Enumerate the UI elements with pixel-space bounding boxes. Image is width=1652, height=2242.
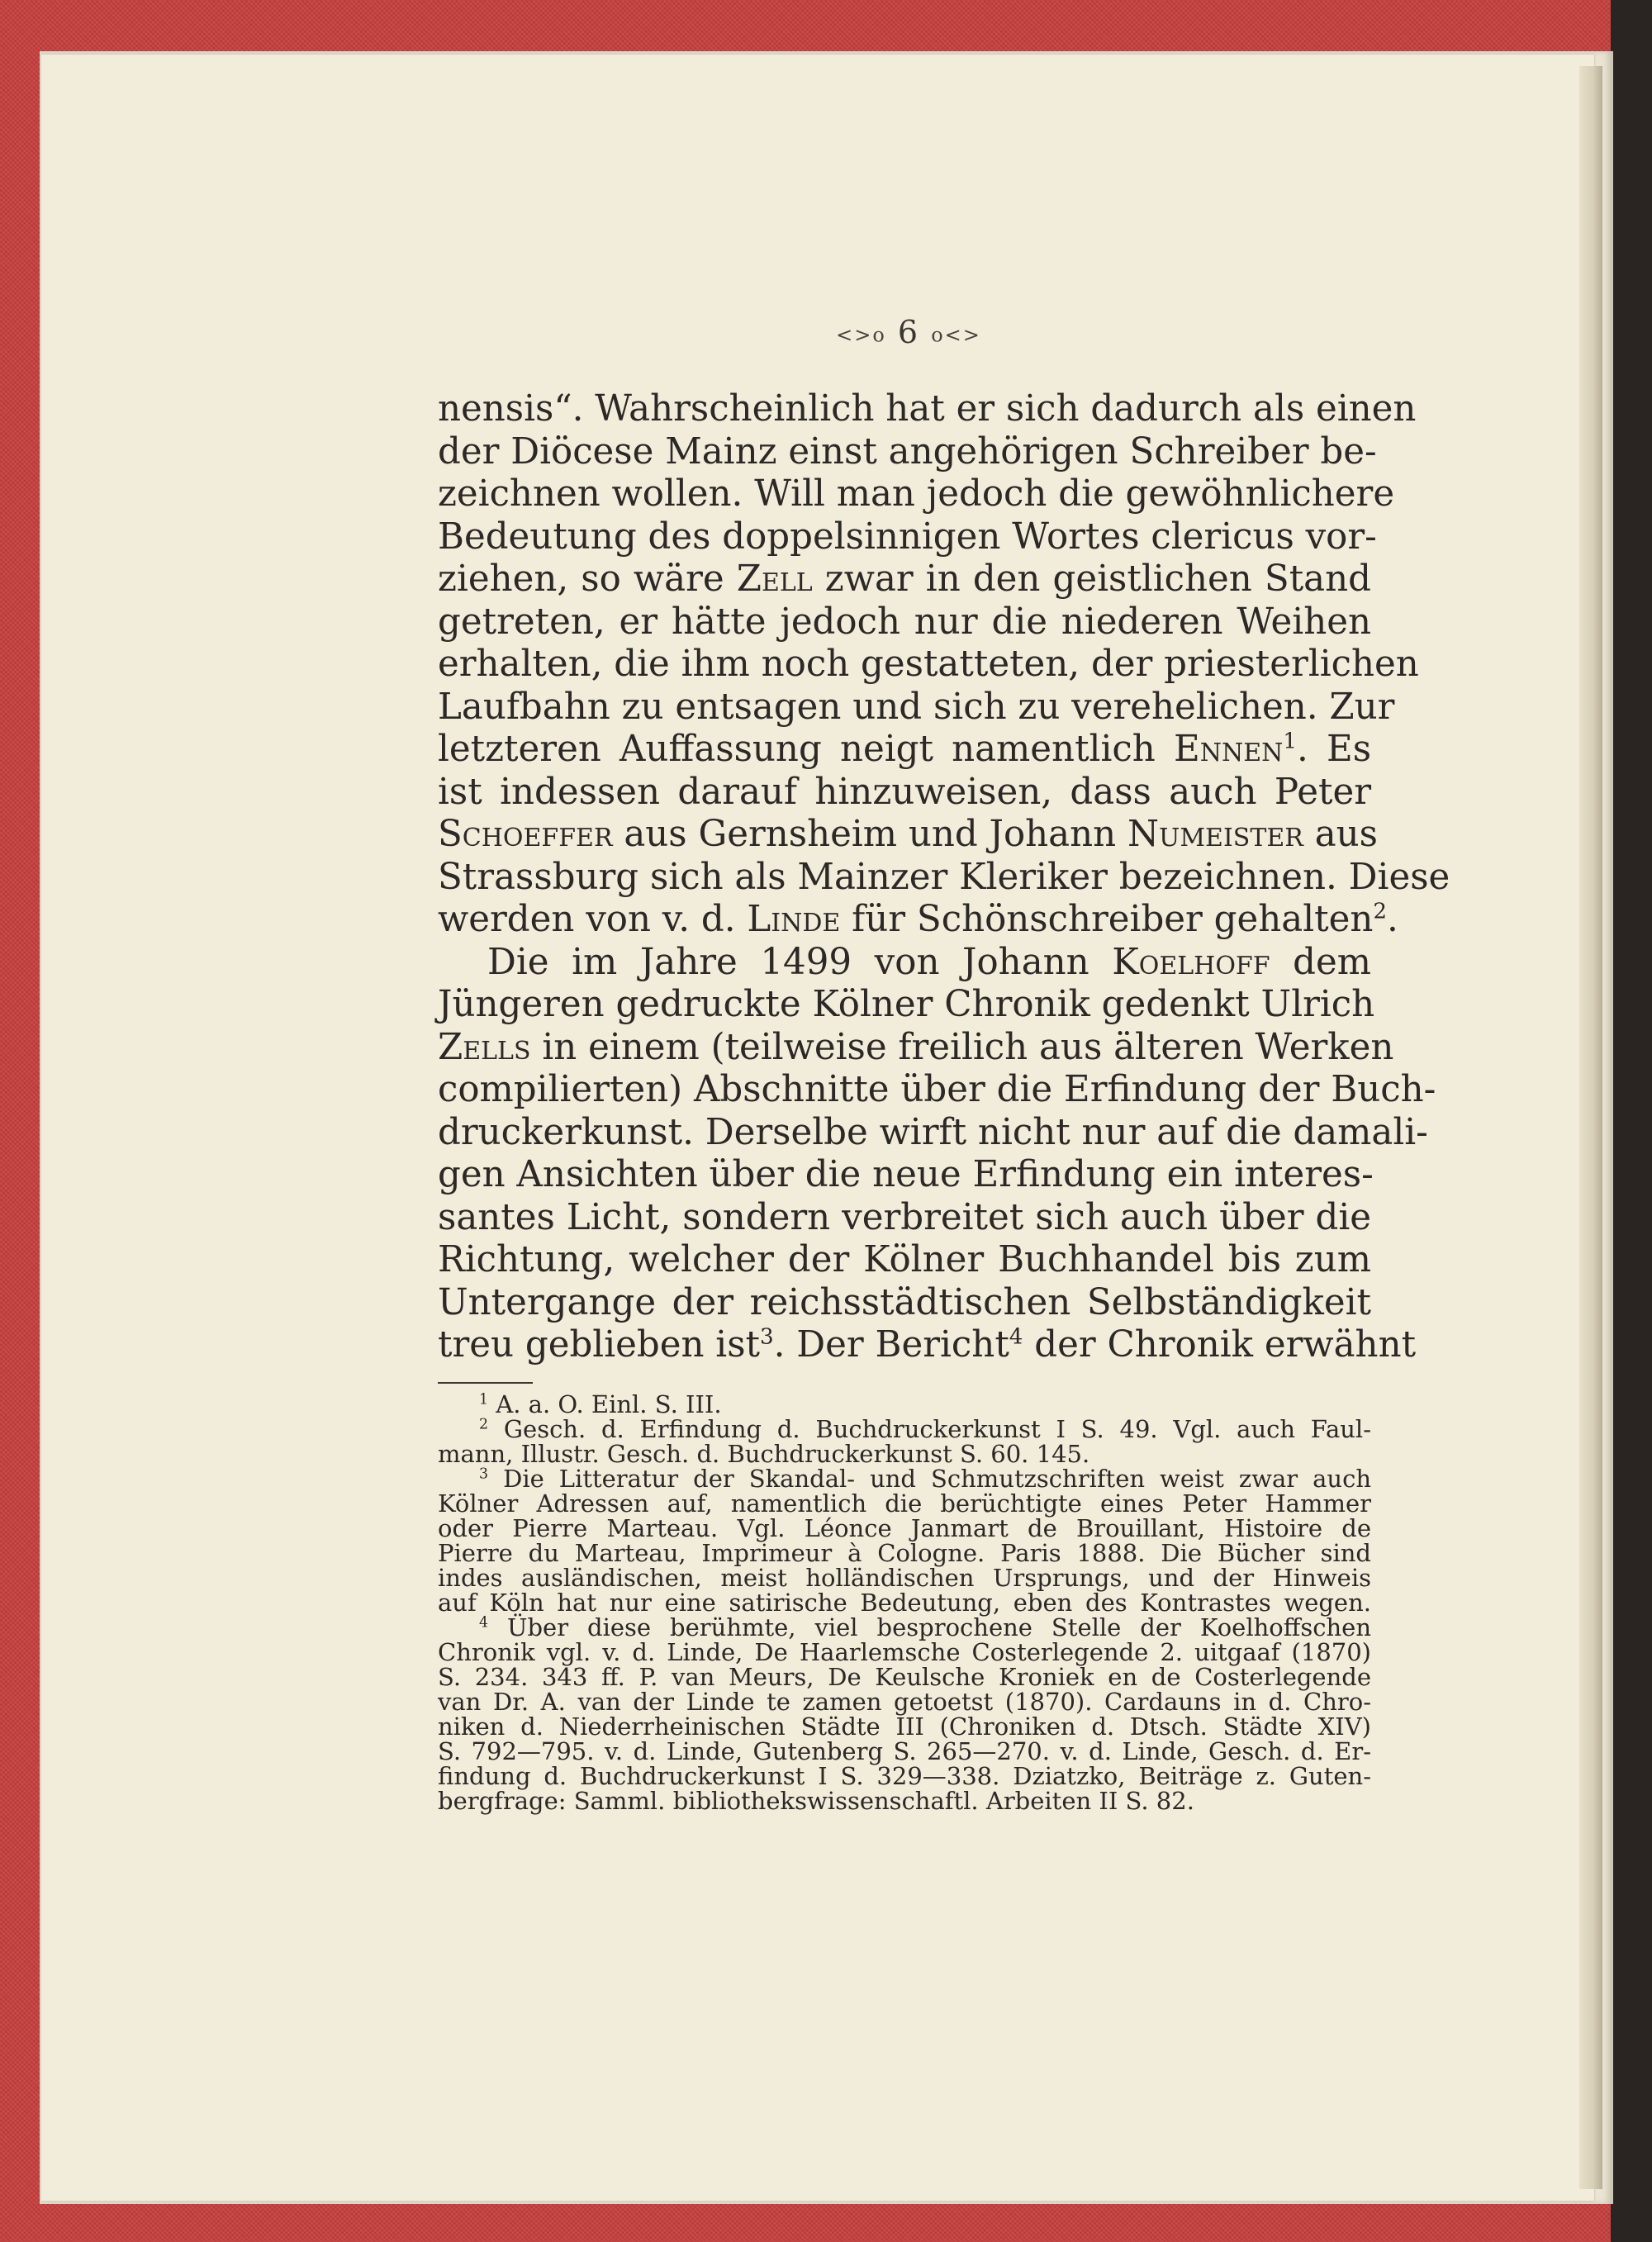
ornament-left-icon: <>o [836,323,886,347]
name-koelhoff: Koelhoff [1112,941,1270,983]
footnote-ref: 3 [760,1324,774,1350]
page-number: 6 [897,314,920,350]
footnotes [438,1389,1372,1815]
body-line: Zells in einem (teilweise freilich aus älteren Werken [438,1026,1394,1068]
footnote-4-cont: niken d. Niederrheinischen Städte III (Chroniken d. Dtsch. Städte XIV) [438,1712,1371,1741]
body-line: Untergange der reichsstädtischen Selbständigkeit [438,1281,1371,1323]
footnote-3: $^3$ Die Litteratur der Skandal- und Schmutzschriften weist zwar auch [479,1464,1372,1493]
body-line: getreten, er hätte jedoch nur die niederen Weihen [438,601,1371,643]
body-line: Bedeutung des doppelsinnigen Wortes clericus vor- [438,515,1377,558]
body-line: compilierten) Abschnitte über die Erfindung der Buch- [438,1069,1436,1110]
body-line: Die im Jahre 1499 von Johann Koelhoff dem [487,941,1371,983]
body-line: treu geblieben ist$^3$. Der Bericht$^4$ der Chronik erwähnt [438,1324,1417,1366]
book-board-edge [1611,0,1652,2242]
name-ennen: Ennen [1173,729,1284,770]
footnote-2: $^2$ Gesch. d. Erfindung d. Buchdruckerkunst I S. 49. Vgl. auch Faul- [479,1414,1372,1443]
footnote-ref: 1 [1283,729,1297,754]
name-schoeffer: Schoeffer [438,814,613,855]
name-zell: Zell [736,558,813,600]
body-line: Schoeffer aus Gernsheim und Johann Numeister aus [438,814,1378,855]
body-line: Jüngeren gedruckte Kölner Chronik gedenkt Ulrich [438,984,1375,1025]
footnote-4-cont: findung d. Buchdruckerkunst I S. 329—338. Dziatzko, Beiträge z. Guten- [438,1761,1371,1790]
name-numeister: Numeister [1127,814,1303,855]
body-line: Laufbahn zu entsagen und sich zu verehelichen. Zur [438,686,1395,728]
footnote-ref: 4 [1009,1324,1023,1350]
footnote-4-cont: Chronik vgl. v. d. Linde, De Haarlemsche Costerlegende 2. uitgaaf (1870) [438,1637,1371,1666]
body-line: Strassburg sich als Mainzer Kleriker bezeichnen. Diese [438,856,1450,898]
footnote-3-cont: Pierre du Marteau, Imprimeur à Cologne. Paris 1888. Die Bücher sind [438,1538,1371,1567]
body-line: santes Licht, sondern verbreitet sich auch über die [438,1196,1371,1238]
footnote-4-cont: S. 792—795. v. d. Linde, Gutenberg S. 265—270. v. d. Linde, Gesch. d. Er- [438,1736,1371,1765]
footnote-ref: 2 [1373,899,1387,924]
footnote-3-cont: Kölner Adressen auf, namentlich die berüchtigte eines Peter Hammer [438,1489,1371,1518]
body-line: druckerkunst. Derselbe wirft nicht nur auf die damali- [438,1111,1428,1153]
body-line: gen Ansichten über die neue Erfindung ein interes- [438,1154,1374,1195]
page-header [826,314,991,350]
body-line: ist indessen darauf hinzuweisen, dass auch Peter [438,771,1371,813]
body-text [438,388,1450,1367]
footnote-3-cont: indes ausländischen, meist holländischen Ursprungs, und der Hinweis [438,1563,1371,1592]
ornament-right-icon: o<> [931,323,981,347]
name-linde: Linde [747,899,841,940]
name-zells: Zells [438,1026,531,1068]
footnote-3-cont: oder Pierre Marteau. Vgl. Léonce Janmart de Brouillant, Histoire de [438,1513,1371,1542]
footnote-4-cont: van Dr. A. van der Linde te zamen getoetst (1870). Cardauns in d. Chro- [438,1687,1371,1716]
footnote-3-cont: auf Köln hat nur eine satirische Bedeutung, eben des Kontrastes wegen. [438,1588,1371,1617]
footnote-4-cont: bergfrage: Samml. bibliothekswissenschaftl. Arbeiten II S. 82. [438,1786,1194,1815]
page-edge [1579,66,1602,2189]
footnote-1: $^1$ A. a. O. Einl. S. III. [479,1389,722,1418]
body-line: zeichnen wollen. Will man jedoch die gewöhnlichere [438,473,1395,515]
body-line: nensis“. Wahrscheinlich hat er sich dadurch als einen [438,388,1417,430]
body-line: letzteren Auffassung neigt namentlich Ennen$^1$. Es [438,729,1372,770]
footnote-4: $^4$ Über diese berühmte, viel besprochene Stelle der Koelhoffschen [479,1613,1371,1641]
body-line: der Diöcese Mainz einst angehörigen Schreiber be- [438,430,1377,473]
footnote-2-cont: mann, Illustr. Gesch. d. Buchdruckerkunst S. 60. 145. [438,1439,1090,1468]
text-block [438,388,1450,1815]
footnote-4-cont: S. 234. 343 ff. P. van Meurs, De Keulsche Kroniek en de Costerlegende [438,1662,1371,1691]
body-line: Richtung, welcher der Kölner Buchhandel bis zum [438,1239,1371,1280]
footnote-divider [438,1382,533,1384]
body-line: ziehen, so wäre Zell zwar in den geistlichen Stand [438,558,1371,600]
body-line: werden von v. d. Linde für Schönschreiber gehalten$^2$. [438,899,1398,940]
body-line: erhalten, die ihm noch gestatteten, der priesterlichen [438,644,1419,685]
